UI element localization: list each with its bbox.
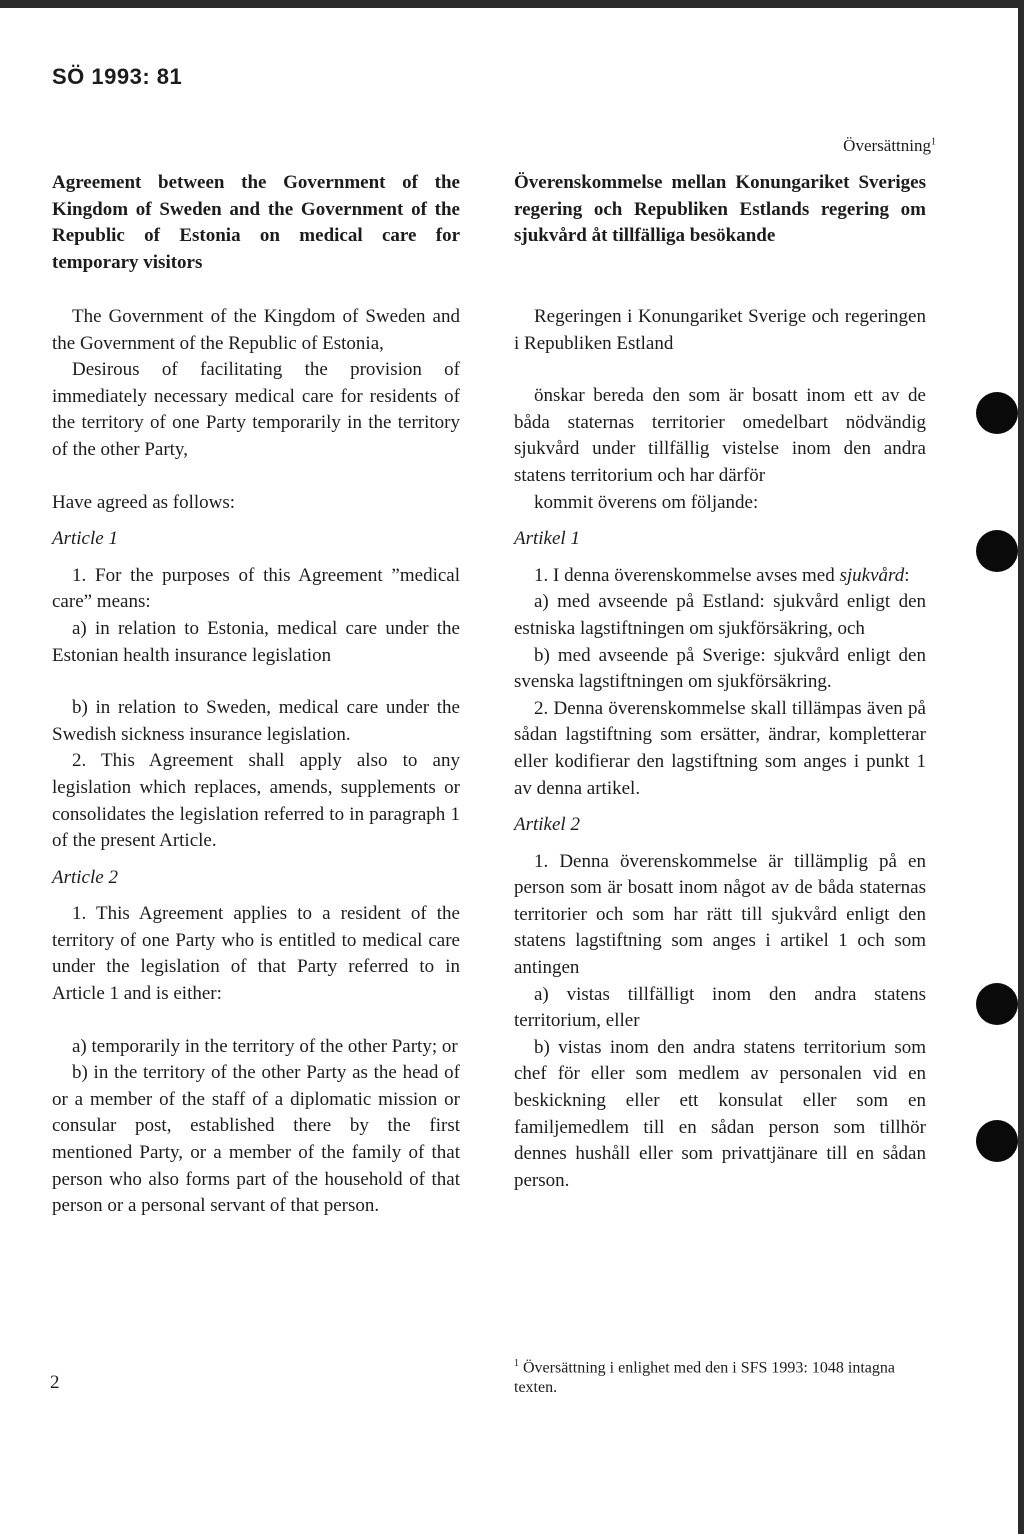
english-article-2-item-a: a) temporarily in the territory of the other Party; or [72, 1035, 458, 1057]
swedish-article-2-para-1: 1. Denna överenskommelse är tillämplig på en person som är bosatt inom något av de båda staternas territorier och som har rätt till sjukvård enligt den statens lagstiftning som anges i artikel 1 och som antingen [514, 850, 926, 979]
spacer [52, 1008, 460, 1034]
swedish-article-1-item-b: b) med avseende på Sverige: sjukvård enligt den svenska lagstiftningen om sjukförsäkring. [514, 644, 926, 693]
english-article-1-item-a: a) in relation to Estonia, medical care under the Estonian health insurance legislation [52, 617, 460, 666]
punch-hole-icon [976, 1120, 1018, 1162]
swedish-article-1-para-1-prefix: 1. I denna överenskommelse avses med [534, 564, 835, 586]
english-article-1-item-b: b) in relation to Sweden, medical care under the Swedish sickness insurance legislation. [52, 697, 460, 745]
english-article-1-heading: Article 1 [52, 528, 118, 550]
swedish-article-1-para-2: 2. Denna överenskommelse skall tillämpas även på sådan lagstiftning som ersätter, ändrar, kompletterar eller kodifierar den lagstiftning som anges i punkt 1 av denna artikel. [514, 697, 926, 799]
swedish-column [514, 170, 926, 1194]
spacer [514, 516, 926, 526]
english-agreed: Have agreed as follows: [52, 491, 236, 513]
footnote [514, 1354, 926, 1398]
translation-label-text: Översättning [843, 136, 931, 155]
footnote-marker: 1 [931, 136, 936, 148]
spacer [52, 516, 460, 526]
english-article-1-para-2: 2. This Agreement shall apply also to any legislation which replaces, amends, supplements or consolidates the legislation referred to in paragraph 1 of the present Article. [52, 750, 460, 852]
spacer [52, 464, 460, 490]
punch-hole-icon [976, 392, 1018, 434]
spacer [514, 553, 926, 563]
swedish-title: Överenskommelse mellan Konungariket Sveriges regering och Republiken Estlands regering om sjukvård åt tillfälliga besökande [514, 172, 926, 247]
spacer [514, 839, 926, 849]
spacer [52, 891, 460, 901]
english-preamble-1: The Government of the Kingdom of Sweden and the Government of the Republic of Estonia, [52, 306, 460, 354]
english-article-2-para-1: 1. This Agreement applies to a resident of the territory of one Party who is entitled to medical care under the legislation of that Party referred to in Article 1 and is either: [52, 903, 460, 1005]
swedish-article-2-heading: Artikel 2 [514, 814, 580, 836]
swedish-preamble-2: önskar bereda den som är bosatt inom ett av de båda staternas territorier omedelbart nödvändig sjukvård under tillfällig vistelse inom den andra statens territorium och har därför [514, 385, 926, 486]
english-title: Agreement between the Government of the Kingdom of Sweden and the Government of the Republic of Estonia on medical care for temporary visitors [52, 172, 460, 273]
swedish-agreed: kommit överens om följande: [534, 491, 759, 513]
page-number: 2 [50, 1372, 60, 1393]
english-preamble-2: Desirous of facilitating the provision of immediately necessary medical care for residents of the territory of one Party temporarily in the territory of the other Party, [52, 359, 460, 460]
spacer [514, 802, 926, 812]
swedish-article-1-item-a: a) med avseende på Estland: sjukvård enligt den estniska lagstiftningen om sjukförsäkring, och [514, 591, 926, 639]
scan-border-right [1018, 0, 1024, 1534]
swedish-article-1-para-1 [514, 563, 926, 590]
swedish-article-1-para-1-suffix: : [904, 564, 910, 586]
footnote-number: 1 [514, 1358, 519, 1369]
scan-border-top [0, 0, 1024, 8]
english-article-2-item-b: b) in the territory of the other Party as the head of or a member of the staff of a diplomatic mission or consular post, established there by the first mentioned Party, or a member of the family of that person who also forms part of the household of that person or a personal servant of that person. [52, 1062, 460, 1217]
footnote-text: Översättning i enlighet med den i SFS 1993: 1048 intagna texten. [514, 1359, 895, 1397]
spacer [514, 357, 926, 383]
swedish-article-2-item-b: b) vistas inom den andra statens territorium som chef för eller som medlem av personalen vid en beskickning eller ett konsulat eller som en familjemedlem till en sådan person som tillhör dennes hushåll eller som privattjänare till en sådan person. [514, 1036, 926, 1191]
english-column [52, 170, 460, 1220]
spacer [52, 553, 460, 563]
translation-label [843, 136, 936, 156]
punch-hole-icon [976, 983, 1018, 1025]
swedish-article-2-item-a: a) vistas tillfälligt inom den andra statens territorium, eller [514, 983, 926, 1032]
english-article-2-heading: Article 2 [52, 866, 118, 888]
punch-hole-icon [976, 530, 1018, 572]
english-article-1-para-1: 1. For the purposes of this Agreement ”medical care” means: [52, 564, 460, 613]
swedish-preamble-1: Regeringen i Konungariket Sverige och regeringen i Republiken Estland [514, 306, 926, 354]
swedish-article-1-heading: Artikel 1 [514, 528, 580, 550]
swedish-term-sjukvard: sjukvård [839, 564, 905, 586]
document-reference: SÖ 1993: 81 [52, 64, 183, 89]
spacer [52, 855, 460, 865]
spacer [52, 669, 460, 695]
